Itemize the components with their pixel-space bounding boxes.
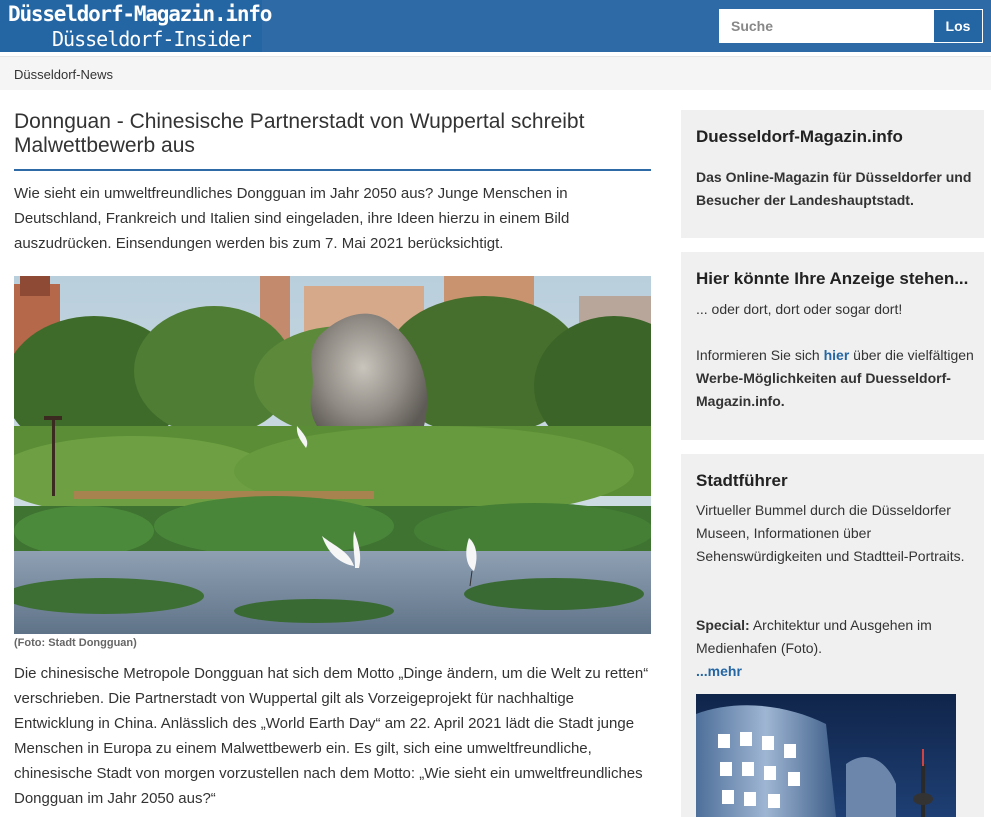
special-label: Special:	[696, 617, 750, 633]
article-body: Die chinesische Metropole Dongguan hat sich dem Motto „Dinge ändern, um die Welt zu retten“ verschrieben. Die Partnerstadt von Wuppertal gilt als Vorzeigeprojekt für nachhaltige Entwicklung in China. Anlässlich des „World Earth Day“ am 22. April 2021 lädt die Stadt junge Menschen in Europa zu einem Malwettbewerb ein. Es gilt, sich eine umweltfreundliche, chinesische Stadt von morgen vorzustellen nach dem Motto: „Wie sieht ein umweltfreundliches Dongguan im Jahr 2050 aus?“	[14, 665, 649, 807]
ads-info-text-before: Informieren Sie sich	[696, 347, 824, 363]
breadcrumb	[0, 56, 991, 90]
sidebar-box-ads	[681, 252, 984, 440]
sidebar-box-about	[681, 110, 984, 238]
sidebar-box-city-guide-title: Stadtführer	[696, 471, 788, 490]
sidebar-box-about-title: Duesseldorf-Magazin.info	[696, 127, 903, 146]
sidebar-box-ads-info	[696, 344, 974, 413]
photo-caption: (Foto: Stadt Dongguan)	[14, 637, 137, 649]
city-guide-more-link[interactable]: ...mehr	[696, 663, 742, 679]
sidebar-box-ads-title: Hier könnte Ihre Anzeige stehen...	[696, 269, 969, 288]
top-header-bar	[0, 0, 991, 52]
ads-info-link[interactable]: hier	[823, 347, 850, 363]
article	[14, 110, 651, 807]
sidebar-box-ads-text: ... oder dort, dort oder sogar dort!	[696, 301, 903, 317]
search-input[interactable]	[719, 9, 933, 43]
logo-subtitle: Düsseldorf-Insider	[52, 27, 251, 51]
article-lead: Wie sieht ein umweltfreundliches Dongguan im Jahr 2050 aus? Junge Menschen in Deutschland, Frankreich und Italien sind eingeladen, ihre Ideen hierzu in einem Bild auszudrücken. Einsendungen werden bis zum 7. Mai 2021 berücksichtigt.	[14, 185, 570, 252]
medienhafen-photo[interactable]	[696, 694, 956, 817]
logo-title: Düsseldorf-Magazin.info	[8, 2, 272, 26]
sidebar-box-city-guide-special	[696, 614, 974, 660]
sidebar-box-city-guide-text: Virtueller Bummel durch die Düsseldorfer Museen, Informationen über Sehenswürdigkeiten und Stadtteil-Portraits.	[696, 502, 965, 564]
article-photo	[14, 276, 651, 634]
sidebar-box-about-text: Das Online-Magazin für Düsseldorfer und Besucher der Landeshauptstadt.	[696, 169, 972, 208]
breadcrumb-news-link[interactable]: Düsseldorf-News	[14, 67, 113, 82]
ads-info-text-middle: über die vielfältigen	[849, 347, 974, 363]
article-title: Donnguan - Chinesische Partnerstadt von Wuppertal schreibt Malwettbewerb aus	[14, 110, 651, 171]
site-logo[interactable]	[0, 0, 272, 52]
special-text: Architektur und Ausgehen im Medienhafen (Foto).	[696, 617, 932, 656]
ads-info-strong: Werbe-Möglichkeiten auf Duesseldorf-Magazin.info.	[696, 370, 951, 409]
search-button[interactable]: Los	[933, 9, 983, 43]
sidebar-box-city-guide	[681, 454, 984, 817]
